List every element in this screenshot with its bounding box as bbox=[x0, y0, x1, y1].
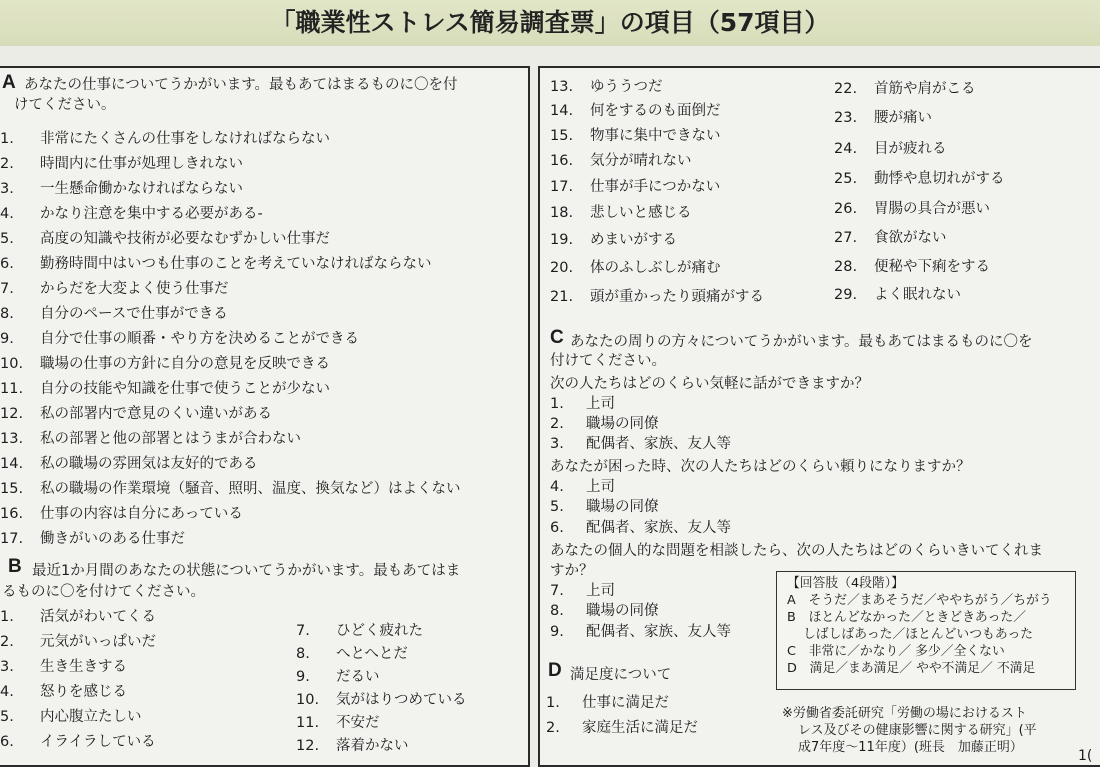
list-item: 4. 怒りを感じる bbox=[0, 684, 127, 700]
page-title: 「職業性ストレス簡易調査票」の項目（57項目） bbox=[0, 0, 1100, 46]
list-item: 10. 職場の仕事の方針に自分の意見を反映できる bbox=[0, 356, 330, 372]
section-c-question-3-line-2: すか？ bbox=[550, 563, 594, 579]
list-item: 18. 悲しいと感じる bbox=[550, 205, 692, 221]
list-item: 25. 動悸や息切れがする bbox=[834, 171, 1005, 187]
section-c-intro-2: 付けてください。 bbox=[550, 353, 666, 369]
list-item: 8. へとへとだ bbox=[296, 646, 408, 662]
list-item: 15. 私の職場の作業環境（騒音、照明、温度、換気など）はよくない bbox=[0, 481, 461, 497]
list-item: 8. 自分のペースで仕事ができる bbox=[0, 306, 228, 322]
section-a-intro-2: けてください。 bbox=[14, 97, 116, 113]
list-item: 13. 私の部署と他の部署とはうまが合わない bbox=[0, 431, 301, 447]
section-d-title: 満足度について bbox=[570, 667, 672, 683]
list-item: 12. 私の部署内で意見のくい違いがある bbox=[0, 406, 272, 422]
source-note-line-2: レス及びその健康影響に関する研究」(平 bbox=[798, 723, 1037, 738]
list-item: 15. 物事に集中できない bbox=[550, 128, 721, 144]
section-a-letter: A bbox=[2, 72, 16, 93]
list-item: 2. 家庭生活に満足だ bbox=[546, 720, 698, 736]
list-item: 14. 何をするのも面倒だ bbox=[550, 103, 721, 119]
list-item: 5. 内心腹立たしい bbox=[0, 709, 142, 725]
list-item: 20. 体のふしぶしが痛む bbox=[550, 260, 721, 276]
right-panel bbox=[538, 66, 1100, 767]
list-item: 2. 元気がいっぱいだ bbox=[0, 634, 156, 650]
list-item: 4. 上司 bbox=[550, 479, 615, 495]
section-d-letter: D bbox=[548, 660, 562, 681]
list-item: 16. 気分が晴れない bbox=[550, 153, 692, 169]
list-item: 1. 上司 bbox=[550, 396, 615, 412]
section-b-intro-2: るものに〇を付けてください。 bbox=[2, 584, 205, 600]
list-item: 14. 私の職場の雰囲気は友好的である bbox=[0, 456, 258, 472]
list-item: 17. 仕事が手につかない bbox=[550, 179, 721, 195]
list-item: 9. 自分で仕事の順番・やり方を決めることができる bbox=[0, 331, 359, 347]
list-item: 3. 一生懸命働かなければならない bbox=[0, 181, 243, 197]
list-item: 1. 活気がわいてくる bbox=[0, 609, 156, 625]
section-a-intro-1: あなたの仕事についてうかがいます。最もあてはまるものに〇を付 bbox=[24, 77, 458, 93]
answer-box-title: 【回答肢（4段階）】 bbox=[787, 576, 904, 591]
list-item: 21. 頭が重かったり頭痛がする bbox=[550, 289, 764, 305]
list-item: 11. 不安だ bbox=[296, 715, 380, 731]
list-item: 7. からだを大変よく使う仕事だ bbox=[0, 281, 229, 297]
list-item: 13. ゆううつだ bbox=[550, 79, 663, 95]
source-note-line-3: 成7年度〜11年度）(班長 加藤正明） bbox=[798, 740, 1023, 755]
list-item: 5. 高度の知識や技術が必要なむずかしい仕事だ bbox=[0, 231, 330, 247]
answer-options-box bbox=[776, 571, 1076, 690]
page-number: 1( bbox=[1078, 748, 1093, 764]
list-item: 12. 落着かない bbox=[296, 738, 409, 754]
list-item: 7. ひどく疲れた bbox=[296, 623, 423, 639]
list-item: 1. 仕事に満足だ bbox=[546, 695, 669, 711]
section-c-question-1: 次の人たちはどのくらい気軽に話ができますか？ bbox=[550, 376, 869, 392]
section-b-letter: B bbox=[8, 556, 22, 577]
list-item: 10. 気がはりつめている bbox=[296, 692, 467, 708]
answer-option-c: C 非常に／かなり／ 多少／全くない bbox=[787, 644, 1005, 659]
list-item: 19. めまいがする bbox=[550, 232, 677, 248]
list-item: 3. 生き生きする bbox=[0, 659, 127, 675]
list-item: 22. 首筋や肩がこる bbox=[834, 81, 976, 97]
list-item: 6. 配偶者、家族、友人等 bbox=[550, 520, 731, 536]
list-item: 23. 腰が痛い bbox=[834, 110, 932, 126]
list-item: 9. だるい bbox=[296, 669, 380, 685]
list-item: 7. 上司 bbox=[550, 583, 615, 599]
list-item: 26. 胃腸の具合が悪い bbox=[834, 201, 990, 217]
section-c-question-2: あなたが困った時、次の人たちはどのくらい頼りになりますか？ bbox=[550, 459, 971, 475]
list-item: 9. 配偶者、家族、友人等 bbox=[550, 624, 731, 640]
list-item: 16. 仕事の内容は自分にあっている bbox=[0, 506, 243, 522]
list-item: 17. 働きがいのある仕事だ bbox=[0, 531, 185, 547]
list-item: 28. 便秘や下痢をする bbox=[834, 259, 990, 275]
section-c-question-3-line-1: あなたの個人的な問題を相談したら、次の人たちはどのくらいきいてくれま bbox=[550, 543, 1043, 559]
list-item: 6. イライラしている bbox=[0, 734, 156, 750]
list-item: 5. 職場の同僚 bbox=[550, 499, 659, 515]
list-item: 2. 職場の同僚 bbox=[550, 416, 659, 432]
list-item: 8. 職場の同僚 bbox=[550, 603, 659, 619]
list-item: 11. 自分の技能や知識を仕事で使うことが少ない bbox=[0, 381, 330, 397]
left-panel bbox=[0, 66, 530, 767]
section-b-intro-1: 最近1か月間のあなたの状態についてうかがいます。最もあてはま bbox=[32, 563, 461, 579]
source-note bbox=[782, 705, 1037, 756]
list-item: 1. 非常にたくさんの仕事をしなければならない bbox=[0, 131, 330, 147]
answer-option-b-1: B ほとんどなかった／ときどきあった／ bbox=[787, 610, 1026, 625]
list-item: 4. かなり注意を集中する必要がある- bbox=[0, 206, 263, 222]
list-item: 2. 時間内に仕事が処理しきれない bbox=[0, 156, 243, 172]
list-item: 29. よく眠れない bbox=[834, 287, 961, 303]
section-c-letter: C bbox=[550, 327, 564, 348]
list-item: 3. 配偶者、家族、友人等 bbox=[550, 436, 731, 452]
section-c-intro-1: あなたの周りの方々についてうかがいます。最もあてはまるものに〇を bbox=[570, 334, 1033, 350]
list-item: 24. 目が疲れる bbox=[834, 141, 947, 157]
list-item: 6. 勤務時間中はいつも仕事のことを考えていなければならない bbox=[0, 256, 432, 272]
source-note-line-1: ※労働省委託研究「労働の場におけるスト bbox=[782, 706, 1027, 721]
list-item: 27. 食欲がない bbox=[834, 230, 947, 246]
answer-option-a: A そうだ／まあそうだ／ややちがう／ちがう bbox=[787, 593, 1052, 608]
answer-option-b-2: しばしばあった／ほとんどいつもあった bbox=[803, 627, 1034, 642]
answer-option-d: D 満足／まあ満足／ やや不満足／ 不満足 bbox=[787, 661, 1036, 676]
